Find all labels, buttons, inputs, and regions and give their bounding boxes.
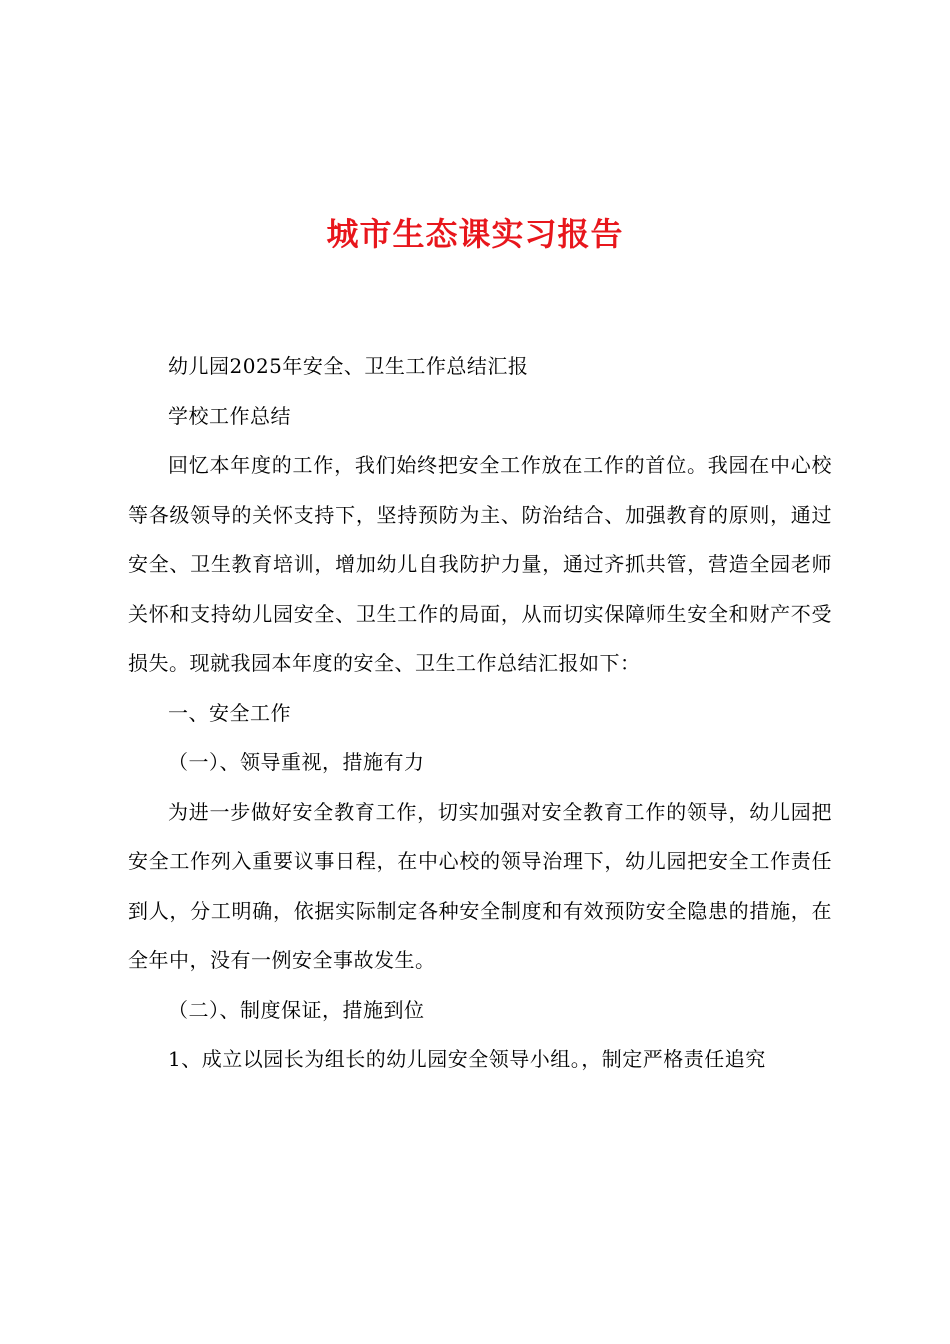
paragraph-section-safety: 一、安全工作 bbox=[168, 700, 291, 725]
paragraph-intro: 回忆本年度的工作，我们始终把安全工作放在工作的首位。我园在中心校等各级领导的关怀支持下，坚持预防为主、防治结合、加强教育的原则，通过安全、卫生教育培训，增加幼儿自我防护力量，通过齐抓共管，营造全园老师关怀和支持幼儿园安全、卫生工作的局面，从而切实保障师生安全和财产不受损失。现就我园本年度的安全、卫生工作总结汇报如下： bbox=[128, 453, 832, 675]
document-title: 城市生态课实习报告 bbox=[326, 215, 624, 253]
paragraph-subsection-1: （一）、领导重视，措施有力 bbox=[168, 750, 425, 774]
paragraph-leadership: 为进一步做好安全教育工作，切实加强对安全教育工作的领导，幼儿园把安全工作列入重要议事日程，在中心校的领导治理下，幼儿园把安全工作责任到人，分工明确，依据实际制定各种安全制度和有效预防安全隐患的措施，在全年中，没有一例安全事故发生。 bbox=[128, 799, 832, 972]
paragraph-subsection-2: （二）、制度保证，措施到位 bbox=[168, 997, 425, 1022]
paragraph-heading-report: 幼儿园2025年安全、卫生工作总结汇报 bbox=[168, 354, 529, 378]
document-body bbox=[128, 342, 832, 1085]
paragraph-school-summary: 学校工作总结 bbox=[168, 403, 291, 428]
paragraph-item-1: 1、成立以园长为组长的幼儿园安全领导小组。，制定严格责任追究 bbox=[168, 1047, 766, 1071]
